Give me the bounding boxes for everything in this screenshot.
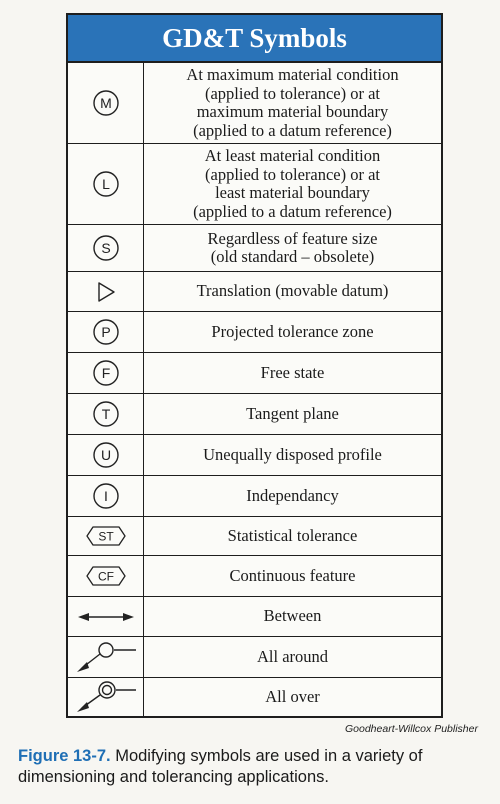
description-line: (applied to tolerance) or at: [204, 83, 380, 103]
table-row: [68, 435, 441, 476]
publisher-credit: Goodheart-Willcox Publisher: [345, 723, 478, 735]
circle-i-icon: [68, 476, 144, 516]
row-description: [144, 678, 441, 716]
st-hexagon-icon: [68, 517, 144, 555]
description-line: All around: [256, 646, 329, 666]
table-row: [68, 637, 441, 678]
table-row: [68, 63, 441, 144]
description-line: (old standard – obsolete): [210, 247, 375, 266]
description-line: maximum material boundary: [196, 102, 389, 121]
row-description: [144, 435, 441, 475]
description-line: Regardless of feature size: [207, 228, 378, 248]
symbol-letter: P: [100, 324, 111, 340]
row-description: [144, 394, 441, 434]
caption-text: Modifying symbols are used in a variety of dimensioning and tolerancing applications.: [18, 747, 423, 786]
symbol-letter: ST: [97, 529, 114, 544]
circle-l-icon: [68, 144, 144, 224]
symbol-letter: M: [99, 95, 112, 111]
description-line: (applied to tolerance) or at: [205, 164, 380, 184]
description-line: least material boundary: [215, 183, 370, 202]
symbol-letter: T: [101, 406, 110, 422]
table-row: [68, 353, 441, 394]
symbol-letter: S: [100, 240, 111, 256]
table-row: [68, 517, 441, 556]
row-description: [144, 144, 441, 224]
circle-s-icon: [68, 225, 144, 271]
row-description: [144, 225, 441, 271]
symbol-letter: CF: [97, 569, 114, 584]
symbol-letter: L: [101, 176, 110, 192]
description-line: Between: [263, 606, 322, 626]
description-line: Tangent plane: [246, 403, 339, 423]
description-line: All over: [265, 686, 320, 706]
row-description: [144, 517, 441, 555]
description-line: At least material condition: [204, 146, 381, 165]
row-description: [144, 597, 441, 636]
description-line: Projected tolerance zone: [211, 321, 374, 341]
circle-u-icon: [68, 435, 144, 475]
figure-label: Figure 13-7.: [18, 747, 111, 765]
symbol-letter: I: [103, 488, 108, 504]
description-line: Statistical tolerance: [227, 525, 358, 545]
all-over-icon: [68, 678, 144, 716]
table-row: [68, 476, 441, 517]
description-line: Independancy: [246, 485, 339, 505]
table-row: [68, 144, 441, 225]
description-line: Continuous feature: [229, 565, 356, 585]
description-line: At maximum material condition: [186, 65, 399, 84]
row-description: [144, 63, 441, 143]
cf-hexagon-icon: [68, 556, 144, 596]
triangle-outline-icon: [68, 272, 144, 311]
row-description: [144, 556, 441, 596]
table-title: GD&T Symbols: [68, 15, 441, 63]
circle-f-icon: [68, 353, 144, 393]
symbol-letter: F: [101, 365, 110, 381]
gdt-symbols-table: [66, 13, 443, 718]
table-row: [68, 225, 441, 272]
description-line: (applied to a datum reference): [193, 120, 392, 140]
table-row: [68, 394, 441, 435]
description-line: Translation (movable datum): [196, 281, 389, 301]
circle-p-icon: [68, 312, 144, 352]
row-description: [144, 312, 441, 352]
row-description: [144, 353, 441, 393]
table-row: [68, 597, 441, 637]
table-row: [68, 678, 441, 716]
circle-t-icon: [68, 394, 144, 434]
figure-caption: [18, 746, 488, 788]
symbol-letter: U: [100, 447, 111, 463]
all-around-icon: [68, 637, 144, 677]
row-description: [144, 476, 441, 516]
description-line: (applied to a datum reference): [193, 201, 392, 221]
table-row: [68, 556, 441, 597]
description-line: Free state: [260, 362, 325, 382]
description-line: Unequally disposed profile: [203, 444, 382, 464]
row-description: [144, 272, 441, 311]
circle-m-icon: [68, 63, 144, 143]
between-arrows-icon: [68, 597, 144, 636]
table-row: [68, 312, 441, 353]
table-row: [68, 272, 441, 312]
row-description: [144, 637, 441, 677]
